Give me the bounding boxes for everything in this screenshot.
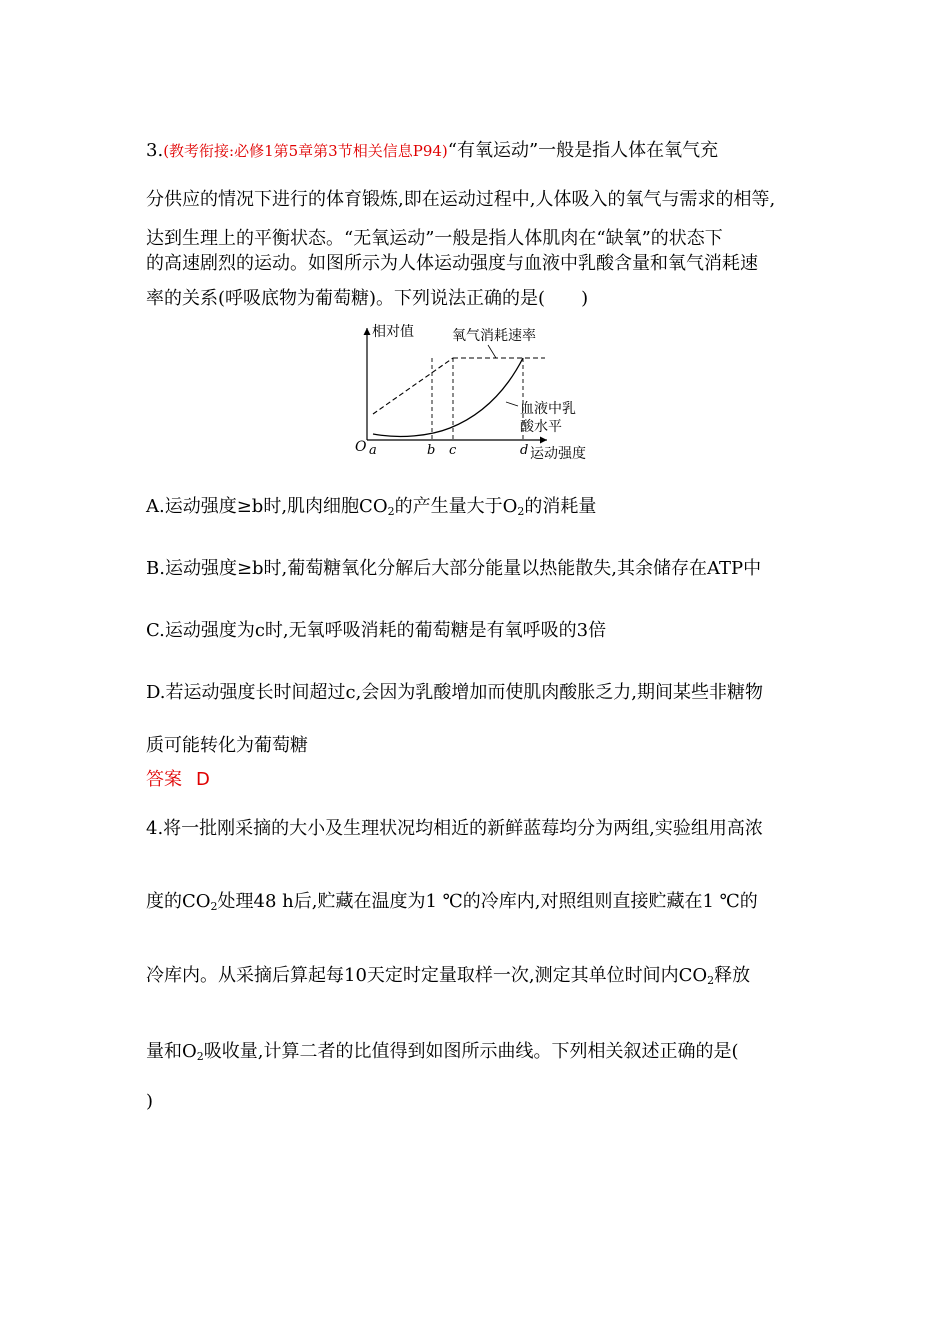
- origin-label: O: [355, 439, 367, 455]
- q3-option-c: C.运动强度为c时,无氧呼吸消耗的葡萄糖是有氧呼吸的3倍: [146, 620, 607, 641]
- q4-line-4-part1: 量和O: [146, 1041, 197, 1062]
- q4-line-4: [146, 1041, 739, 1063]
- q4-line-3-part1: 冷库内。从采摘后算起每10天定时定量取样一次,测定其单位时间内CO: [146, 965, 708, 986]
- answer-label: 答案: [146, 769, 182, 790]
- q3-option-a-part2: 的产生量大于O: [394, 496, 518, 517]
- q4-line-2: [146, 891, 758, 913]
- lactate-label-1: 血液中乳: [520, 401, 576, 417]
- oxygen-label-leader: [488, 345, 496, 358]
- q3-option-a-part3: 的消耗量: [524, 496, 597, 517]
- q3-option-a-sub2: 2: [517, 505, 525, 518]
- tick-c: c: [449, 443, 457, 458]
- q3-line-3: 达到生理上的平衡状态。“无氧运动”一般是指人体肌肉在“缺氧”的状态下: [146, 228, 723, 249]
- q4-line-4-sub: 2: [196, 1050, 204, 1063]
- q4-line-5: ): [146, 1091, 154, 1112]
- lactate-curve: [373, 358, 523, 436]
- q3-option-a-part1: A.运动强度≥b时,肌肉细胞CO: [146, 496, 388, 517]
- lactate-label-leader: [506, 402, 518, 406]
- q4-line-1: 4.将一批刚采摘的大小及生理状况均相近的新鲜蓝莓均分为两组,实验组用高浓: [146, 818, 763, 839]
- tick-d: d: [520, 443, 529, 458]
- q3-source-reference: (教考衔接:必修1第5章第3节相关信息P94): [163, 142, 448, 160]
- q4-line-2-part1: 度的CO: [146, 891, 211, 912]
- q4-line-3-sub: 2: [707, 974, 715, 987]
- q3-option-a: [146, 496, 596, 518]
- q3-line-5: 率的关系(呼吸底物为葡萄糖)。下列说法正确的是( ): [146, 288, 589, 309]
- lactate-label-2: 酸水平: [520, 419, 562, 435]
- tick-b: b: [427, 443, 436, 458]
- q4-line-2-sub: 2: [210, 900, 218, 913]
- q3-figure: [350, 318, 610, 466]
- q3-answer: [146, 769, 210, 791]
- q4-line-3: [146, 965, 750, 987]
- q3-option-a-sub1: 2: [387, 505, 395, 518]
- x-axis-label: 运动强度: [530, 446, 586, 462]
- q3-line-2: 分供应的情况下进行的体育锻炼,即在运动过程中,人体吸入的氧气与需求的相等,: [146, 189, 776, 210]
- q3-line-4: 的高速剧烈的运动。如图所示为人体运动强度与血液中乳酸含量和氧气消耗速: [146, 253, 758, 274]
- q3-stem-1: “有氧运动”一般是指人体在氧气充: [447, 140, 719, 161]
- tick-a: a: [369, 443, 377, 458]
- q4-line-4-part2: 吸收量,计算二者的比值得到如图所示曲线。下列相关叙述正确的是(: [203, 1041, 739, 1062]
- q3-line-1: [146, 140, 718, 162]
- q3-option-d-line-1: D.若运动强度长时间超过c,会因为乳酸增加而使肌肉酸胀乏力,期间某些非糖物: [146, 682, 764, 703]
- q3-option-d-line-2: 质可能转化为葡萄糖: [146, 735, 308, 756]
- answer-value: D: [196, 769, 210, 790]
- oxygen-consumption-curve: [373, 358, 453, 414]
- oxygen-curve-label: 氧气消耗速率: [452, 328, 536, 344]
- y-axis-label: 相对值: [372, 324, 414, 340]
- q4-line-3-part2: 释放: [714, 965, 751, 986]
- q4-line-2-part2: 处理48 h后,贮藏在温度为1 ℃的冷库内,对照组则直接贮藏在1 ℃的: [217, 891, 758, 912]
- q3-option-b: B.运动强度≥b时,葡萄糖氧化分解后大部分能量以热能散失,其余储存在ATP中: [146, 558, 762, 579]
- q3-number: 3.: [146, 140, 164, 161]
